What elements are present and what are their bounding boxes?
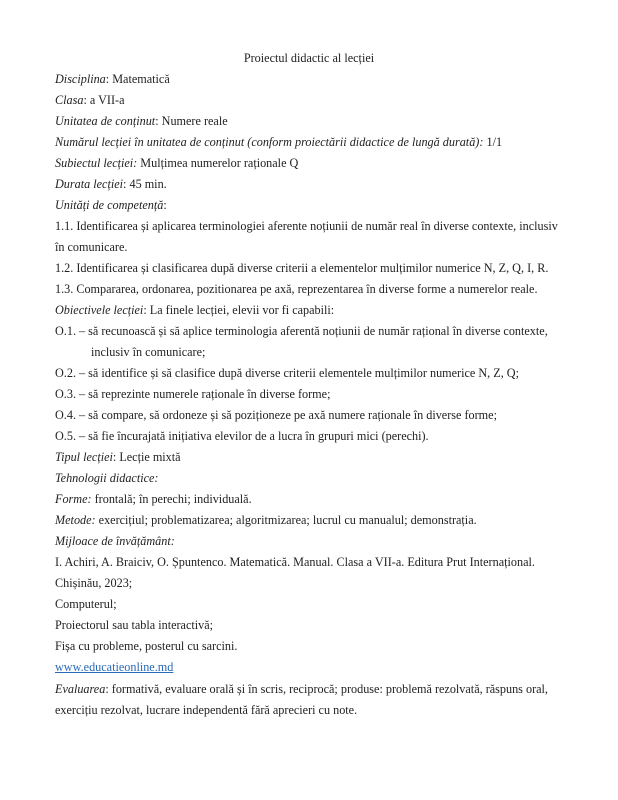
field-label: Obiectivele lecției <box>55 303 144 317</box>
field-separator: : <box>155 114 162 128</box>
resource-item: Computerul; <box>55 597 117 611</box>
field-value: exercițiul; problematizarea; algoritmizarea; lucrul cu manualul; demonstrația. <box>98 513 477 527</box>
competenta-item: 1.1. Identificarea și aplicarea terminologiei aferente noțiunii de număr real în diverse contexte, inclusiv <box>55 219 558 233</box>
field-value: Matematică <box>112 72 170 86</box>
field-label: Tehnologii didactice: <box>55 471 159 485</box>
resource-item: Proiectorul sau tabla interactivă; <box>55 618 214 632</box>
field-value: Mulțimea numerelor raționale Q <box>140 156 299 170</box>
field-label: Durata lecției <box>55 177 124 191</box>
field-value: 45 min. <box>129 177 167 191</box>
field-metode <box>55 512 477 528</box>
field-label: Unitatea de conținut <box>55 114 156 128</box>
field-unitatea <box>55 113 228 129</box>
field-value: formativă, evaluare orală și în scris, reciprocă; produse: problemă rezolvată, răspuns oral, <box>111 682 548 696</box>
field-clasa <box>55 92 125 108</box>
field-value: 1/1 <box>486 135 503 149</box>
objective-item: O.1. – să recunoască și să aplice terminologia aferentă noțiunii de număr rațional în diverse contexte, <box>55 324 548 338</box>
field-tehnologii <box>55 470 158 486</box>
competenta-item: 1.2. Identificarea și clasificarea după diverse criterii a elementelor mulțimilor numerice N, Z, Q, I, R. <box>55 261 549 275</box>
field-label: Disciplina <box>55 72 106 86</box>
resource-item: Fișa cu probleme, posterul cu sarcini. <box>55 639 238 653</box>
field-separator: : <box>105 682 112 696</box>
field-mijloace <box>55 533 175 549</box>
field-value: Lecție mixtă <box>119 450 181 464</box>
field-value: Numere reale <box>161 114 228 128</box>
field-separator: : <box>83 93 90 107</box>
document-title: Proiectul didactic al lecției <box>243 51 375 65</box>
field-tipul <box>55 449 181 465</box>
field-unitati-competenta <box>55 197 167 213</box>
field-label: Evaluarea <box>55 682 106 696</box>
field-value: a VII-a <box>89 93 125 107</box>
objective-item: O.3. – să reprezinte numerele raționale în diverse forme; <box>55 387 331 401</box>
field-value: frontală; în perechi; individuală. <box>94 492 252 506</box>
field-label: Subiectul lecției: <box>55 156 138 170</box>
field-obiective <box>55 302 334 318</box>
field-disciplina <box>55 71 170 87</box>
field-numarul <box>55 134 502 150</box>
field-evaluarea <box>55 681 548 697</box>
field-value: La finele lecției, elevii vor fi capabili: <box>149 303 335 317</box>
website-link[interactable]: www.educatieonline.md <box>55 660 174 674</box>
competenta-item: 1.3. Compararea, ordonarea, pozitionarea pe axă, reprezentarea în diverse forme a numerelor reale. <box>55 282 538 296</box>
objective-item: O.2. – să identifice și să clasifice după diverse criterii elementele mulțimilor numerice N, Z, Q; <box>55 366 519 380</box>
resource-item: I. Achiri, A. Braiciv, O. Șpuntenco. Matematică. Manual. Clasa a VII-a. Editura Prut Internațional. <box>55 555 535 569</box>
field-label: Forme: <box>55 492 92 506</box>
objective-item-continuation: inclusiv în comunicare; <box>91 345 206 359</box>
field-separator: : <box>123 177 130 191</box>
field-label: Numărul lecției în unitatea de conținut (conform proiectării didactice de lungă durată): <box>55 135 484 149</box>
field-separator: : <box>163 198 167 212</box>
resource-link-line <box>55 659 173 675</box>
field-label: Unități de competență <box>55 198 164 212</box>
resource-item-continuation: Chișinău, 2023; <box>55 576 133 590</box>
field-separator: : <box>112 450 120 464</box>
field-label: Tipul lecției <box>55 450 113 464</box>
field-durata <box>55 176 167 192</box>
field-evaluarea-continuation: exercițiu rezolvat, lucrare independentă fără aprecieri cu note. <box>55 703 358 717</box>
field-label: Metode: <box>55 513 96 527</box>
field-subiectul <box>55 155 298 171</box>
objective-item: O.5. – să fie încurajată inițiativa elevilor de a lucra în grupuri mici (perechi). <box>55 429 429 443</box>
competenta-item-continuation: în comunicare. <box>55 240 128 254</box>
field-label: Clasa <box>55 93 84 107</box>
field-forme <box>55 491 252 507</box>
objective-item: O.4. – să compare, să ordoneze și să poziționeze pe axă numere raționale în diverse forme; <box>55 408 497 422</box>
field-separator: : <box>143 303 150 317</box>
field-label: Mijloace de învățământ: <box>55 534 175 548</box>
field-separator: : <box>105 72 113 86</box>
